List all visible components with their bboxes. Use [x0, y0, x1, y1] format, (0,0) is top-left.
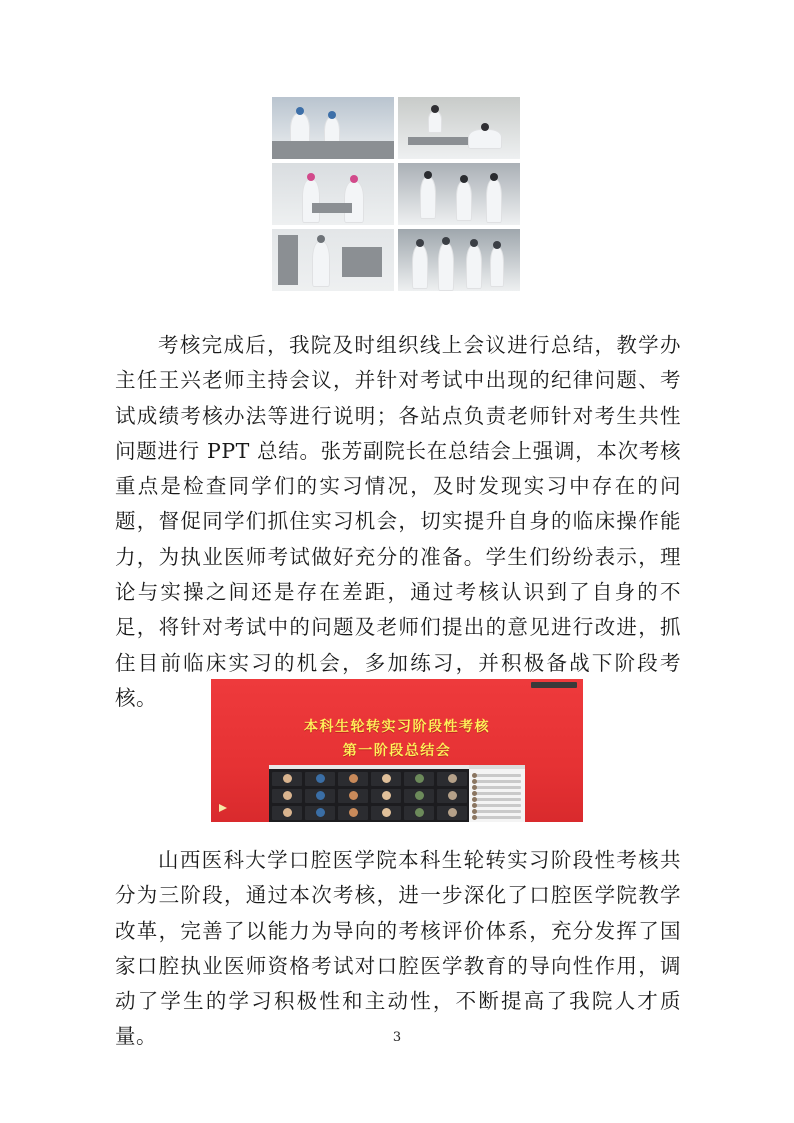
- participant-tile: [305, 789, 335, 803]
- photo-dental-unit: [272, 229, 394, 291]
- participant-tile: [272, 789, 302, 803]
- participant-row: [473, 792, 521, 795]
- photo-group-examination: [398, 229, 520, 291]
- participant-row: [473, 810, 521, 813]
- slide-arrow-icon: [219, 804, 227, 812]
- participant-tile: [371, 789, 401, 803]
- photo-collage: [272, 97, 522, 291]
- meeting-slide-title: 本科生轮转实习阶段性考核: [304, 719, 490, 735]
- participant-row: [473, 798, 521, 801]
- participant-tile: [371, 806, 401, 820]
- participant-video-gallery: [269, 765, 469, 822]
- photo-teacher-students: [398, 163, 520, 225]
- participant-row: [473, 804, 521, 807]
- online-meeting-screenshot: [211, 679, 583, 822]
- participant-tile: [437, 772, 467, 786]
- participant-tile: [305, 806, 335, 820]
- participant-tile: [272, 806, 302, 820]
- participant-tile: [338, 789, 368, 803]
- participant-tile: [437, 789, 467, 803]
- participant-tile: [338, 806, 368, 820]
- photo-dental-practice: [272, 97, 394, 159]
- participant-row: [473, 780, 521, 783]
- conclusion-paragraph: 山西医科大学口腔医学院本科生轮转实习阶段性考核共分为三阶段，通过本次考核，进一步深化了口腔医学院教学改革，完善了以能力为导向的考核评价体系，充分发挥了国家口腔执业医师资格考试对口腔医学教育的导向性作用，调动了学生的学习积极性和主动性，不断提高了我院人才质量。: [115, 848, 681, 1049]
- participant-row: [473, 774, 521, 777]
- participant-tile: [272, 772, 302, 786]
- participant-list-panel: [469, 765, 525, 822]
- photo-cpr-practice: [398, 97, 520, 159]
- participant-tile: [404, 806, 434, 820]
- participant-tile: [404, 772, 434, 786]
- summary-paragraph: 考核完成后，我院及时组织线上会议进行总结，教学办主任王兴老师主持会议，并针对考试中出现的纪律问题、考试成绩考核办法等进行说明；各站点负责老师针对考生共性问题进行 PPT 总结。张芳副院长在总结会上强调，本次考核重点是检查同学们的实习情况，及时发现实习中存在的问题，督促同学们抓住实习机会，切实提升自身的临床操作能力，为执业医师考试做好充分的准备。学生们纷纷表示，理论与实操之间还是存在差距，通过考核认识到了自身的不足，将针对考试中的问题及老师们提出的意见进行改进，抓住目前临床实习的机会，多加练习，并积极备战下阶段考核。: [115, 333, 681, 710]
- photo-clinic-assessment: [272, 163, 394, 225]
- page-number: 3: [392, 1030, 402, 1045]
- participant-tile: [305, 772, 335, 786]
- participant-tile: [371, 772, 401, 786]
- meeting-slide-subtitle: 第一阶段总结会: [342, 743, 452, 759]
- participant-tile: [404, 789, 434, 803]
- participant-row: [473, 786, 521, 789]
- meeting-toolbar: [531, 682, 577, 688]
- participant-row: [473, 816, 521, 819]
- participant-tile: [338, 772, 368, 786]
- participant-tile: [437, 806, 467, 820]
